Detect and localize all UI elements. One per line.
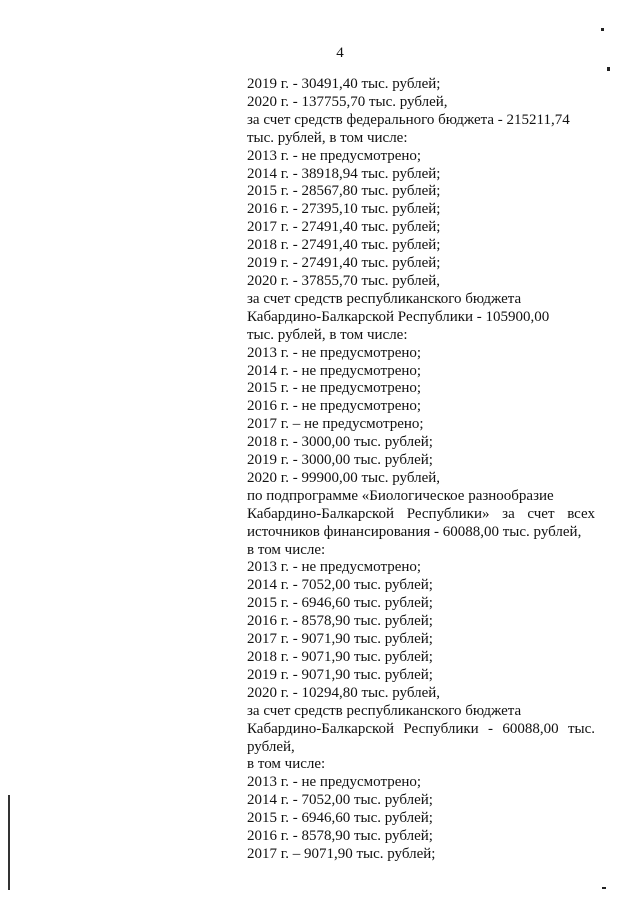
text-line: 2017 г. - 9071,90 тыс. рублей; — [247, 631, 433, 648]
text-line: тыс. рублей, в том числе: — [247, 129, 408, 146]
text-line: 2014 г. - не предусмотрено; — [247, 362, 422, 379]
text-line: 2014 г. - 7052,00 тыс. рублей; — [247, 577, 433, 594]
text-line: 2017 г. – 9071,90 тыс. рублей; — [247, 845, 436, 862]
text-line: 2013 г. - не предусмотрено; — [247, 559, 422, 576]
text-line: источников финансирования - 60088,00 тыс. рублей, — [247, 523, 582, 540]
scan-mark — [601, 28, 604, 31]
text-line: 2019 г. - 9071,90 тыс. рублей; — [247, 666, 433, 683]
text-line: 2013 г. - не предусмотрено; — [247, 344, 422, 361]
text-line: 2014 г. - 38918,94 тыс. рублей; — [247, 165, 441, 182]
text-line: в том числе: — [247, 541, 326, 558]
text-line: 2019 г. - 30491,40 тыс. рублей; — [247, 76, 441, 92]
text-line: 2013 г. - не предусмотрено; — [247, 147, 422, 164]
text-line: 2020 г. - 137755,70 тыс. рублей, — [247, 93, 448, 110]
scan-mark — [602, 887, 606, 889]
text-line: 2019 г. - 27491,40 тыс. рублей; — [247, 255, 441, 272]
text-line: тыс. рублей, в том числе: — [247, 326, 408, 343]
text-line: 2015 г. - 6946,60 тыс. рублей; — [247, 810, 433, 827]
text-line: 2017 г. – не предусмотрено; — [247, 416, 424, 433]
text-line: за счет средств республиканского бюджета — [247, 290, 522, 307]
document-body — [247, 76, 595, 864]
text-line: 2013 г. - не предусмотрено; — [247, 774, 422, 791]
text-line: 2015 г. - 6946,60 тыс. рублей; — [247, 595, 433, 612]
page-number: 4 — [336, 45, 344, 61]
text-line: 2014 г. - 7052,00 тыс. рублей; — [247, 792, 433, 809]
text-line: 2020 г. - 37855,70 тыс. рублей, — [247, 272, 441, 289]
text-line: 2015 г. - 28567,80 тыс. рублей; — [247, 183, 441, 200]
binding-edge — [8, 795, 10, 890]
text-line: в том числе: — [247, 756, 326, 773]
text-line: по подпрограмме «Биологическое разнообразие — [247, 487, 554, 504]
text-line: 2017 г. - 27491,40 тыс. рублей; — [247, 219, 441, 236]
text-line: Кабардино-Балкарской Республики - 60088,00 тыс. — [247, 720, 595, 737]
text-line: за счет средств федерального бюджета - 215211,74 — [247, 111, 570, 128]
text-line: 2019 г. - 3000,00 тыс. рублей; — [247, 452, 433, 469]
text-line: 2016 г. - 8578,90 тыс. рублей; — [247, 828, 433, 845]
text-line: рублей, — [247, 738, 295, 755]
text-line: 2016 г. - 8578,90 тыс. рублей; — [247, 613, 433, 630]
scan-mark — [607, 67, 610, 71]
text-line: Кабардино-Балкарской Республики» за счет всех — [247, 505, 595, 522]
text-line: 2018 г. - 3000,00 тыс. рублей; — [247, 434, 433, 451]
text-line: Кабардино-Балкарской Республики - 105900,00 — [247, 308, 550, 325]
text-line: 2020 г. - 10294,80 тыс. рублей, — [247, 684, 441, 701]
text-line: за счет средств республиканского бюджета — [247, 702, 522, 719]
text-line: 2018 г. - 27491,40 тыс. рублей; — [247, 237, 441, 254]
text-line: 2018 г. - 9071,90 тыс. рублей; — [247, 649, 433, 665]
text-line: 2020 г. - 99900,00 тыс. рублей, — [247, 469, 441, 486]
text-line: 2016 г. - 27395,10 тыс. рублей; — [247, 201, 441, 218]
text-line: 2016 г. - не предусмотрено; — [247, 398, 422, 415]
text-line: 2015 г. - не предусмотрено; — [247, 380, 422, 397]
